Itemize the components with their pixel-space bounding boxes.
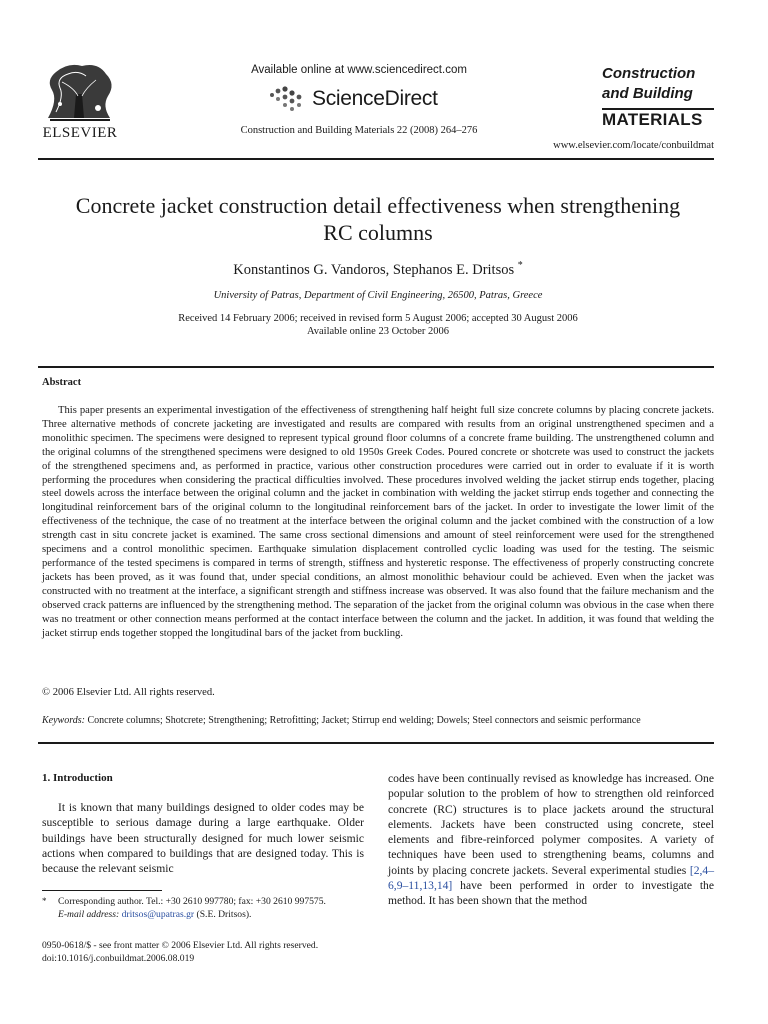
footnote-divider	[42, 890, 162, 891]
sciencedirect-dots-icon	[268, 85, 308, 113]
issn-line: 0950-0618/$ - see front matter © 2006 Elsevier Ltd. All rights reserved.	[42, 940, 319, 951]
available-online-date: Available online 23 October 2006	[306, 326, 450, 337]
email-label: E-mail address:	[58, 908, 120, 920]
received-dates: Received 14 February 2006; received in revised form 5 August 2006; accepted 30 August 2006	[178, 313, 578, 324]
left-column-text	[42, 800, 364, 876]
available-online-text: Available online at www.sciencedirect.com	[251, 64, 467, 76]
email-link[interactable]: dritsos@upatras.gr	[121, 908, 195, 920]
header-divider	[38, 158, 714, 160]
article-title-line1: Concrete jacket construction detail effectiveness when strengthening	[75, 193, 681, 218]
abstract-top-divider	[38, 366, 714, 368]
journal-logo-line1: Construction	[602, 65, 696, 82]
article-title-line2: RC columns	[323, 220, 433, 245]
keywords-list: Concrete columns; Shotcrete; Strengthening; Retrofitting; Jacket; Stirrup end welding; Dowels; Steel connectors and seismic performance	[87, 715, 641, 726]
article-title	[48, 192, 708, 246]
abstract-body	[42, 404, 714, 640]
abstract-text: This paper presents an experimental investigation of the effectiveness of strengthening half height full size concrete columns by placing concrete jackets. Three alternative methods of concrete jacketing are investigated and results are compared with results from an original unstrengthened specimen and a monolithic specimen. The specimens were designed to represent typical ground floor columns of a concrete frame building. The unstrengthened column and the original columns of the strengthened specimens were designed to old 1950s Greek Codes. Poured concrete or shotcrete was used to construct the jackets of the strengthened specimens and, as performed in practice, various other construction procedures were carried out in order to evaluate if it is worth performing the procedures when considering the practical difficulties involved. These procedures involved welding the jacket stirrup ends together, placing steel dowels across the interface between the original column and the jacket in combination with welding the jacket stirrup ends together and connecting the longitudinal reinforcement bars of the original column to the longitudinal reinforcement bars of the jacket. In order to investigate the lower limit of the effectiveness of the technique, the case of no treatment at the interface between the original column and the jacket combined with the construction of a low strength cast in situ concrete jacket is examined. The same cross sectional dimensions and amount of steel reinforcement were used for the strengthened specimens and a control monolithic specimen. Earthquake simulation displacement controlled cyclic loading was used for the testing. The seismic performance of the tested specimens is compared in terms of strength, stiffness and hysteretic response. The effectiveness of properly constructing concrete jackets has been proved, as it was found that, under special conditions, an almost monolithic behaviour could be achieved. Even when the jacket was constructed with no treatment at the interface, a significant strength and stiffness increase was observed. It was also found that the failure mechanism and the observed crack patterns are influenced by the strengthening method. The separation of the jacket from the original column was obvious in the case when there was no treatment or other connection means performed at the contact interface between the column and the jacket. In addition, it was found that welding the jacket stirrup ends together stopped the longitudinal bars of the jacket from buckling.	[42, 405, 714, 639]
article-meta	[42, 940, 372, 965]
footnote	[42, 896, 372, 921]
abstract-bottom-divider	[38, 742, 714, 744]
footnote-email-line	[42, 909, 372, 922]
author-names: Konstantinos G. Vandoros, Stephanos E. Dritsos	[233, 261, 515, 278]
journal-url-link[interactable]: www.elsevier.com/locate/conbuildmat	[553, 140, 714, 151]
journal-citation: Construction and Building Materials 22 (2008) 264–276	[240, 125, 478, 136]
article-authors	[48, 260, 708, 279]
text-before-citation: codes have been continually revised as knowledge has increased. One popular solution to the problem of how to strengthen old reinforced concrete (RC) structures is to place jackets around the structural elements. Jackets have been constructed using concrete, steel elements and fibre-reinforced polymer composites. A variety of techniques have been used to strengthening beams, columns and joints by placing concrete jackets. Several experimental studies	[388, 772, 714, 877]
footnote-corresponding: Corresponding author. Tel.: +30 2610 997780; fax: +30 2610 997575.	[58, 896, 326, 907]
sciencedirect-logo	[268, 84, 438, 114]
author-affiliation: University of Patras, Department of Civil Engineering, 26500, Patras, Greece	[213, 290, 543, 301]
journal-logo-line2: and Building	[602, 85, 693, 102]
citation-link[interactable]: [2,4–6,9–11,13,14]	[388, 863, 714, 893]
intro-paragraph-continued	[388, 771, 714, 909]
intro-paragraph: It is known that many buildings designed to older codes may be susceptible to serious damage during a large earthquake. Older buildings have been structurally designed for much lower seismic actions when compared to buildings that are designed today. This is because the relevant seismic	[42, 801, 364, 876]
abstract-heading: Abstract	[42, 377, 82, 388]
keywords	[42, 715, 714, 726]
corresponding-author-mark[interactable]: *	[517, 260, 523, 271]
email-suffix: (S.E. Dritsos).	[194, 908, 252, 920]
text-after-citation: have been performed in order to investigate the method. It has been shown that the method	[388, 879, 714, 908]
keywords-label: Keywords:	[42, 715, 85, 726]
abstract-copyright: © 2006 Elsevier Ltd. All rights reserved.	[42, 687, 215, 698]
publisher-name: ELSEVIER	[42, 125, 118, 141]
sciencedirect-name: ScienceDirect	[312, 87, 438, 110]
article-dates	[48, 312, 708, 338]
journal-logo-materials: MATERIALS	[602, 110, 703, 129]
footnote-marker: *	[42, 896, 47, 906]
right-column-text	[388, 771, 714, 909]
journal-logo-title	[602, 64, 714, 104]
doi-line[interactable]: doi:10.1016/j.conbuildmat.2006.08.019	[42, 952, 195, 964]
section-heading-introduction: 1. Introduction	[42, 772, 113, 784]
